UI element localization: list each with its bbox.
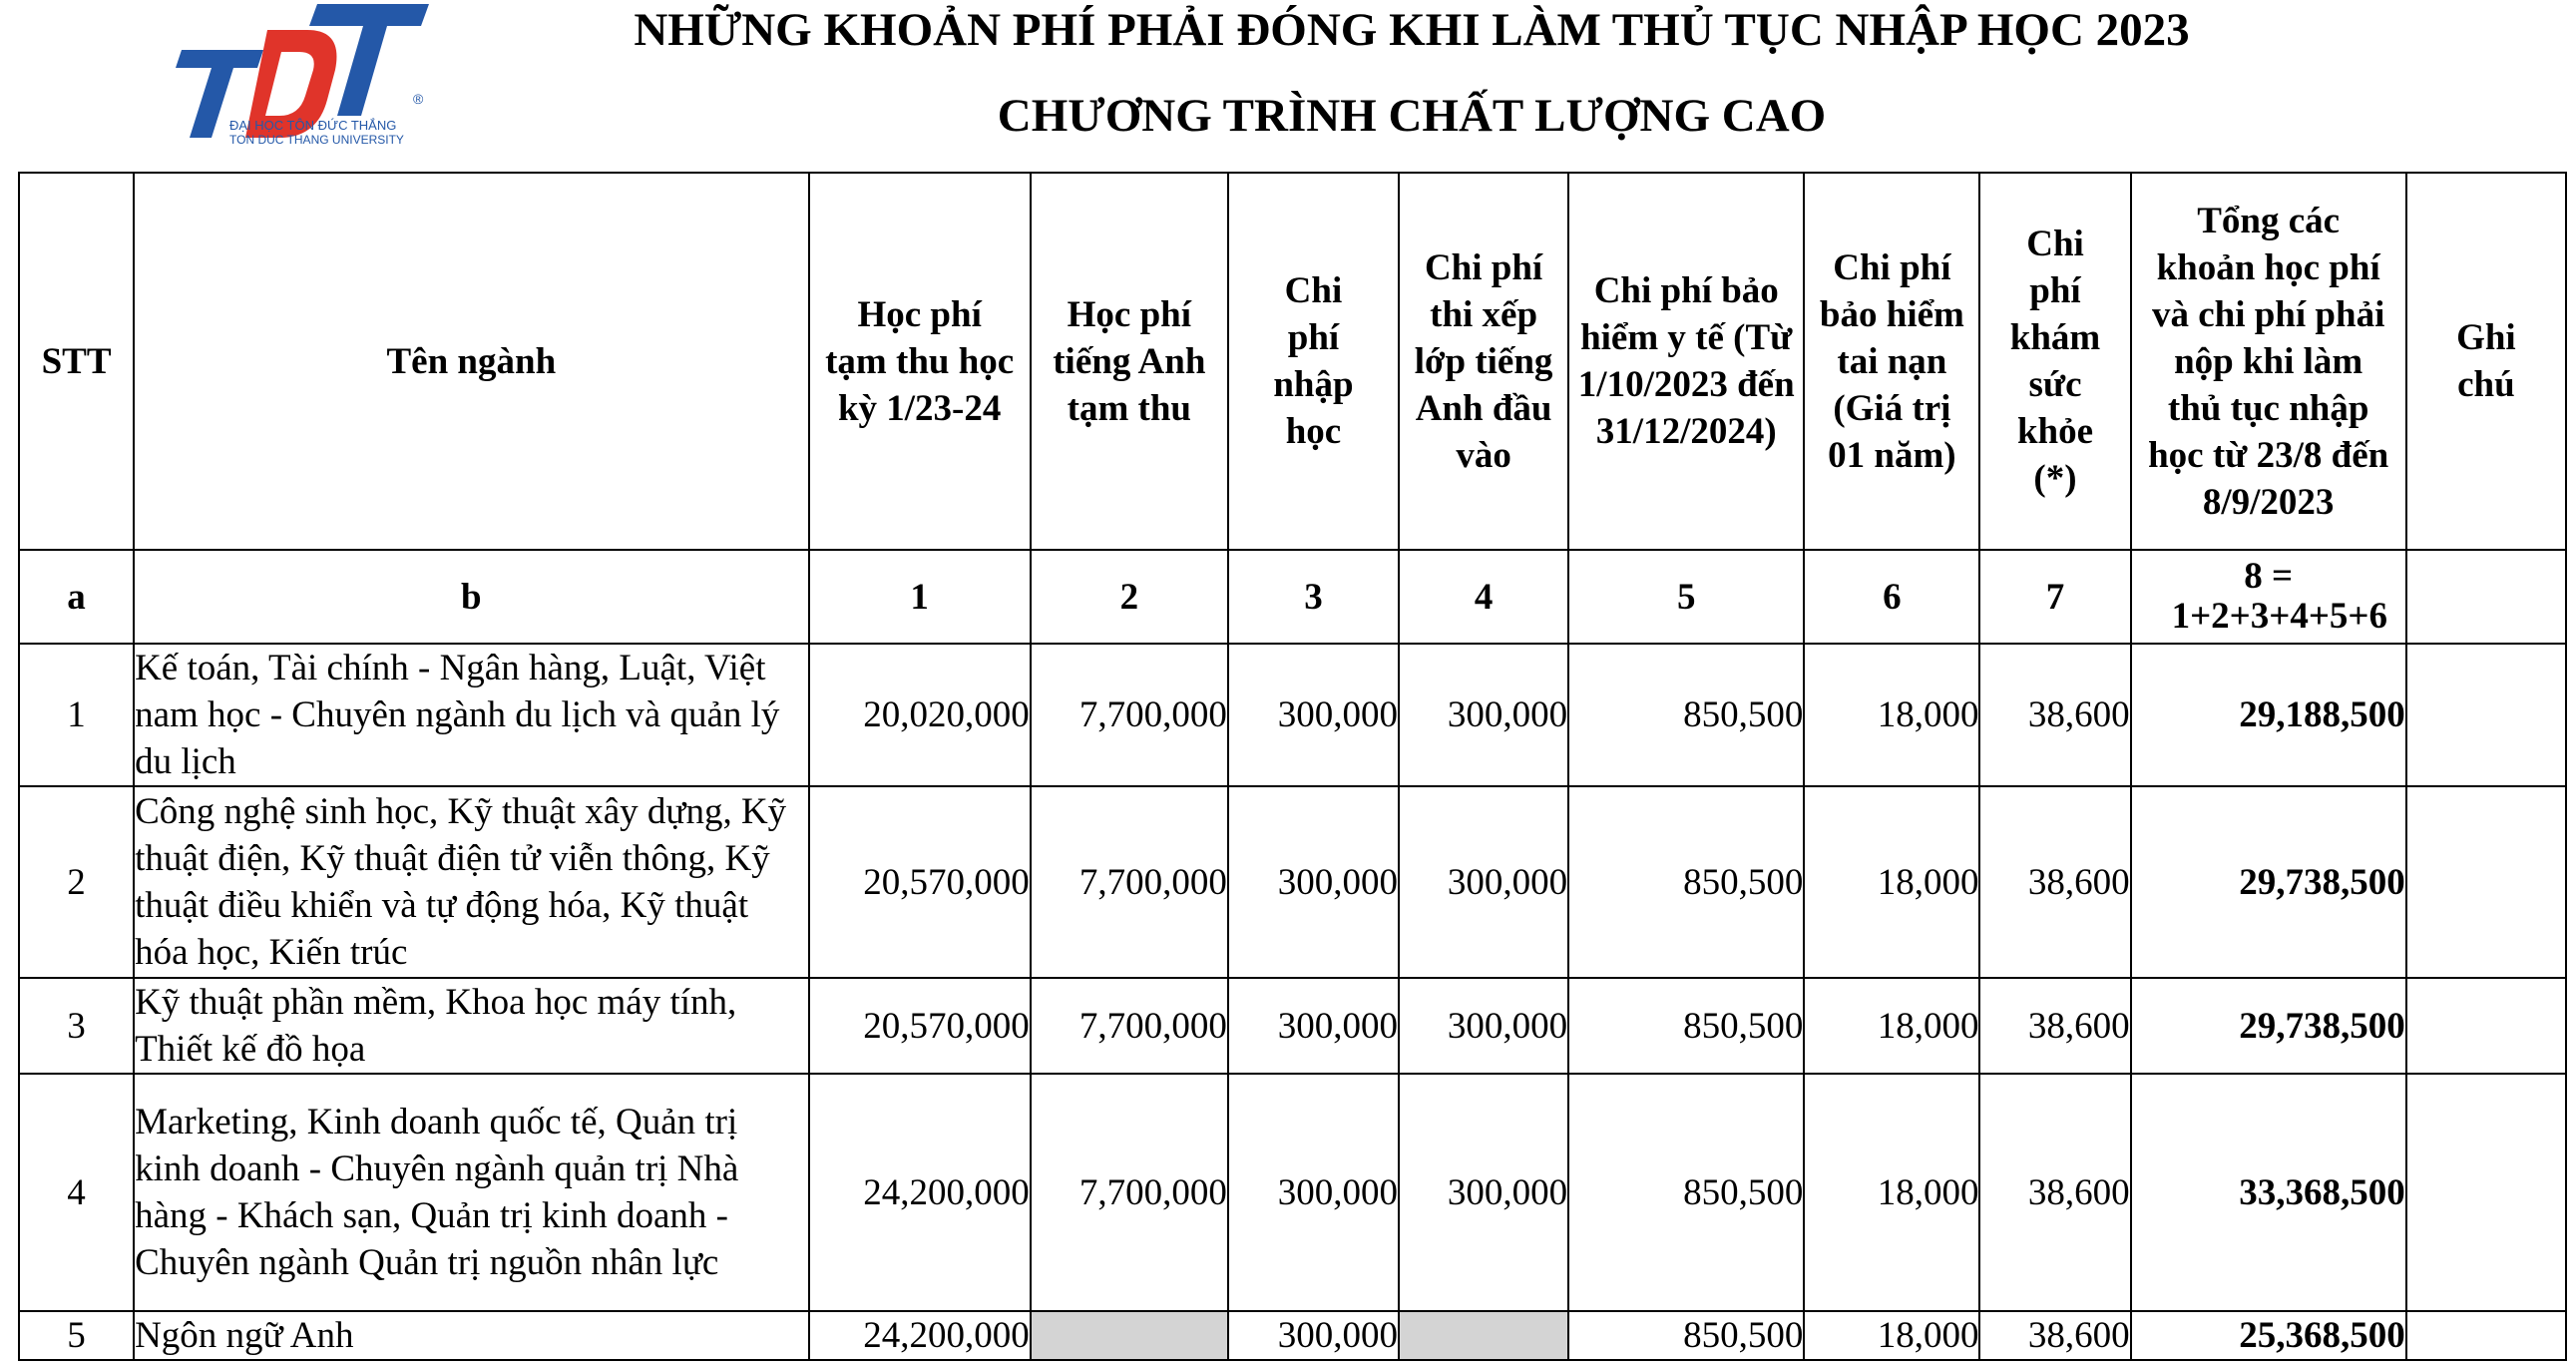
index-row [19,550,2566,644]
cell-bhyt: 850,500 [1568,786,1804,978]
cell-bhyt: 850,500 [1568,1311,1804,1360]
index-cell: 7 [1979,550,2130,644]
header-tong: Tổng các khoản học phí và chi phí phải nộp khi làm thủ tục nhập học từ 23/8 đến 8/9/2023 [2131,173,2406,550]
table-row [19,978,2566,1074]
cell-tieng-anh: 7,700,000 [1031,1074,1228,1311]
cell-bhtn: 18,000 [1804,644,1979,786]
cell-xep-lop: 300,000 [1399,786,1568,978]
cell-xep-lop: 300,000 [1399,1074,1568,1311]
header-stt: STT [19,173,134,550]
cell-tieng-anh-empty [1031,1311,1228,1360]
cell-tong: 29,188,500 [2131,644,2406,786]
cell-kham-sk: 38,600 [1979,786,2130,978]
cell-tong: 29,738,500 [2131,786,2406,978]
cell-ghi-chu [2406,978,2566,1074]
header-chi-phi-nhap-hoc: Chi phí nhập học [1228,173,1399,550]
table-row [19,786,2566,978]
cell-xep-lop-empty [1399,1311,1568,1360]
cell-kham-sk: 38,600 [1979,1074,2130,1311]
cell-stt: 3 [19,978,134,1074]
index-cell: 6 [1804,550,1979,644]
cell-xep-lop: 300,000 [1399,978,1568,1074]
header-hoc-phi-tieng-anh: Học phí tiếng Anh tạm thu [1031,173,1228,550]
header-kham-suc-khoe: Chi phí khám sức khỏe (*) [1979,173,2130,550]
header-ten-nganh: Tên ngành [134,173,809,550]
cell-ghi-chu [2406,786,2566,978]
logo-text-en: TON DUC THANG UNIVERSITY [229,133,404,147]
cell-ghi-chu [2406,644,2566,786]
cell-tong: 29,738,500 [2131,978,2406,1074]
cell-bhyt: 850,500 [1568,978,1804,1074]
cell-nhap-hoc: 300,000 [1228,644,1399,786]
table-row [19,1311,2566,1360]
cell-ten-nganh: Kế toán, Tài chính - Ngân hàng, Luật, Việt nam học - Chuyên ngành du lịch và quản lý du lịch [134,644,809,786]
cell-nhap-hoc: 300,000 [1228,1074,1399,1311]
logo-registered: ® [413,91,424,107]
cell-nhap-hoc: 300,000 [1228,978,1399,1074]
cell-hoc-phi: 20,020,000 [809,644,1031,786]
cell-tieng-anh: 7,700,000 [1031,978,1228,1074]
header-row [19,173,2566,550]
header-bhtn: Chi phí bảo hiểm tai nạn (Giá trị 01 năm) [1804,173,1979,550]
cell-ghi-chu [2406,1311,2566,1360]
cell-ten-nganh: Ngôn ngữ Anh [134,1311,809,1360]
cell-tieng-anh: 7,700,000 [1031,786,1228,978]
table-row [19,1074,2566,1311]
index-cell: 4 [1399,550,1568,644]
index-cell: b [134,550,809,644]
cell-ten-nganh: Công nghệ sinh học, Kỹ thuật xây dựng, Kỹ thuật điện, Kỹ thuật điện tử viễn thông, Kỹ thuật điều khiển và tự động hóa, Kỹ thuật hóa học, Kiến trúc [134,786,809,978]
cell-tieng-anh: 7,700,000 [1031,644,1228,786]
cell-xep-lop: 300,000 [1399,644,1568,786]
cell-ghi-chu [2406,1074,2566,1311]
cell-kham-sk: 38,600 [1979,978,2130,1074]
cell-ten-nganh: Kỹ thuật phần mềm, Khoa học máy tính, Thiết kế đồ họa [134,978,809,1074]
index-cell: 1 [809,550,1031,644]
index-cell: 3 [1228,550,1399,644]
cell-bhtn: 18,000 [1804,1074,1979,1311]
header-ghi-chu: Ghi chú [2406,173,2566,550]
cell-bhtn: 18,000 [1804,1311,1979,1360]
cell-stt: 1 [19,644,134,786]
header-hoc-phi: Học phí tạm thu học kỳ 1/23-24 [809,173,1031,550]
cell-tong: 33,368,500 [2131,1074,2406,1311]
index-cell: a [19,550,134,644]
cell-nhap-hoc: 300,000 [1228,786,1399,978]
cell-bhtn: 18,000 [1804,978,1979,1074]
cell-stt: 2 [19,786,134,978]
table-row [19,644,2566,786]
header-chi-phi-xep-lop: Chi phí thi xếp lớp tiếng Anh đầu vào [1399,173,1568,550]
cell-hoc-phi: 24,200,000 [809,1074,1031,1311]
index-cell [2406,550,2566,644]
cell-kham-sk: 38,600 [1979,644,2130,786]
cell-bhyt: 850,500 [1568,1074,1804,1311]
header-bhyt: Chi phí bảo hiểm y tế (Từ 1/10/2023 đến 31/12/2024) [1568,173,1804,550]
index-cell: 2 [1031,550,1228,644]
page-subtitle: CHƯƠNG TRÌNH CHẤT LƯỢNG CAO [997,90,1827,142]
index-cell: 5 [1568,550,1804,644]
cell-nhap-hoc: 300,000 [1228,1311,1399,1360]
cell-stt: 4 [19,1074,134,1311]
cell-hoc-phi: 20,570,000 [809,786,1031,978]
index-cell-total: 8 = 1+2+3+4+5+6 [2131,550,2406,644]
cell-ten-nganh: Marketing, Kinh doanh quốc tế, Quản trị kinh doanh - Chuyên ngành quản trị Nhà hàng - Khách sạn, Quản trị kinh doanh - Chuyên ngành Quản trị nguồn nhân lực [134,1074,809,1311]
logo-text-vn: ĐẠI HỌC TÔN ĐỨC THẮNG [229,118,397,133]
cell-tong: 25,368,500 [2131,1311,2406,1360]
cell-hoc-phi: 24,200,000 [809,1311,1031,1360]
cell-stt: 5 [19,1311,134,1360]
cell-bhyt: 850,500 [1568,644,1804,786]
cell-hoc-phi: 20,570,000 [809,978,1031,1074]
fee-table [18,172,2567,1361]
page-title: NHỮNG KHOẢN PHÍ PHẢI ĐÓNG KHI LÀM THỦ TỤC NHẬP HỌC 2023 [634,4,2190,56]
cell-bhtn: 18,000 [1804,786,1979,978]
cell-kham-sk: 38,600 [1979,1311,2130,1360]
